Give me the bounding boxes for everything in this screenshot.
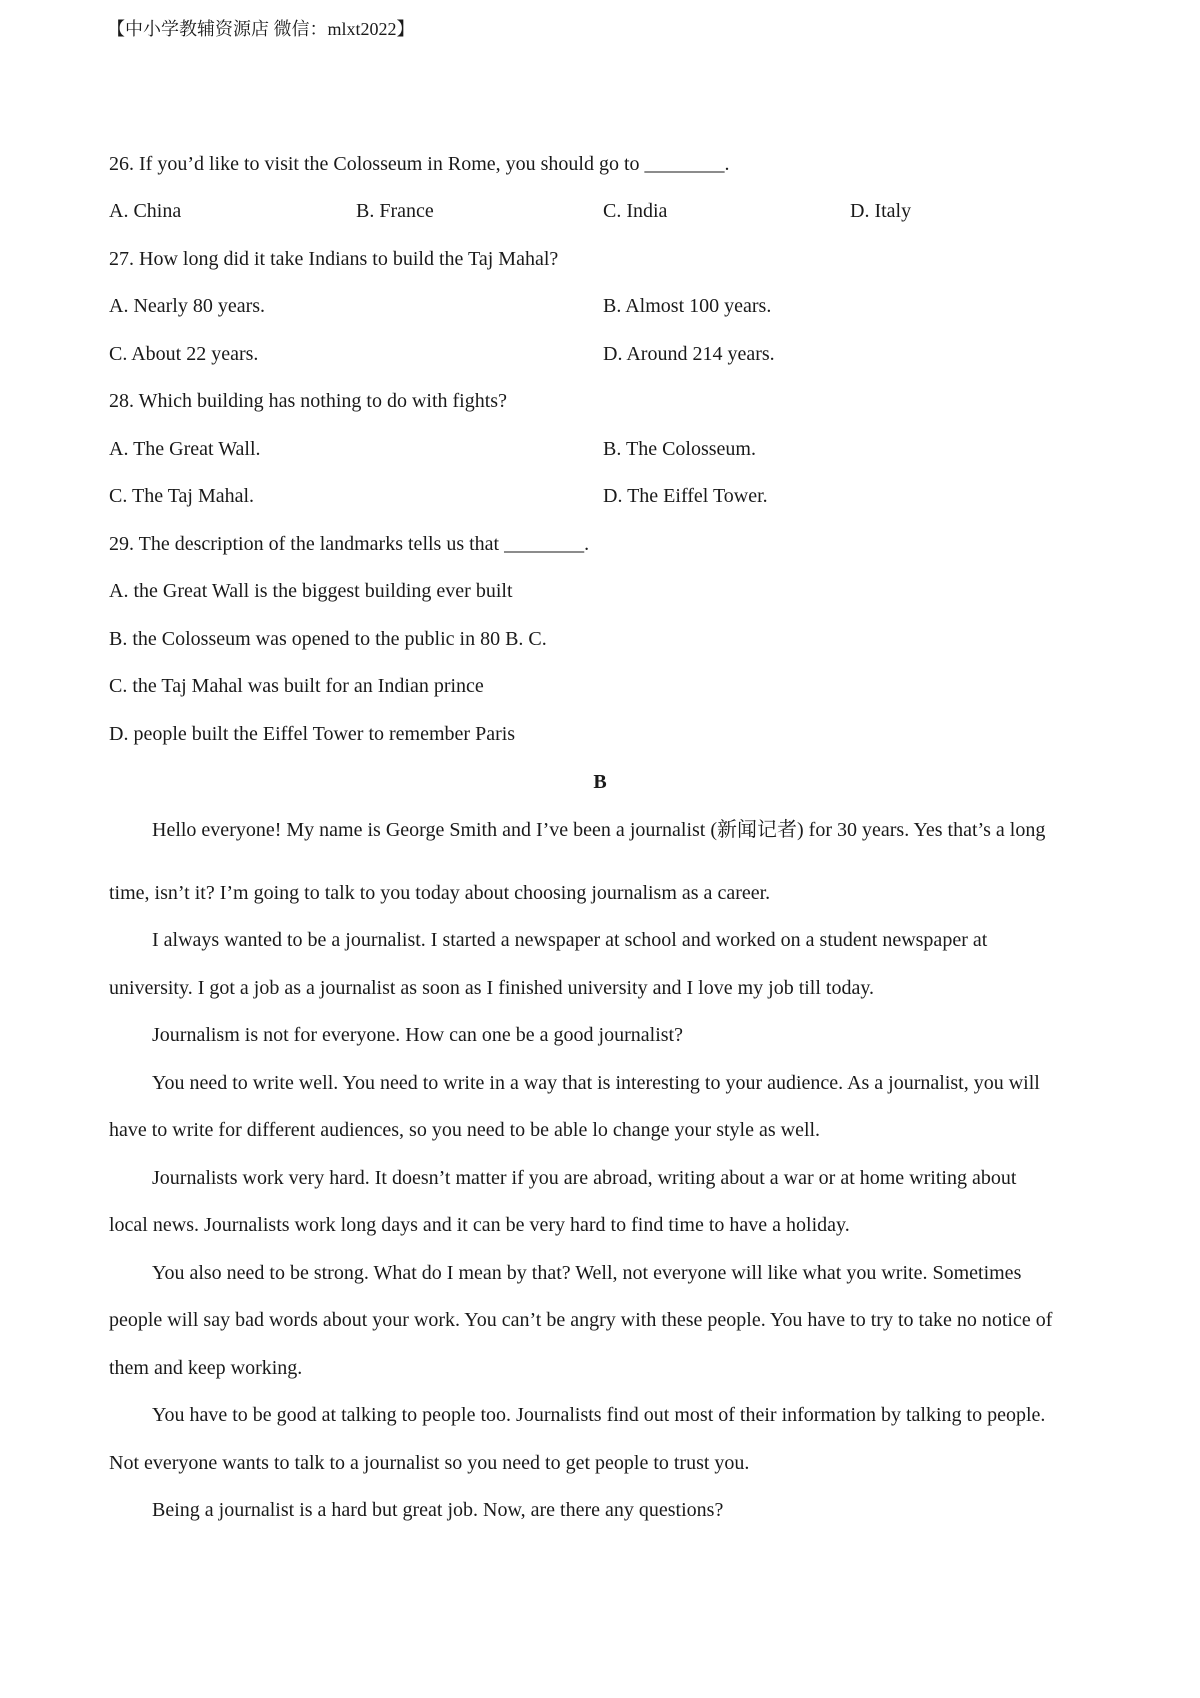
question-29-option-d: D. people built the Eiffel Tower to remember Paris bbox=[109, 723, 516, 745]
question-29-option-b: B. the Colosseum was opened to the public in 80 B. C. bbox=[109, 628, 547, 650]
question-26-option-a: A. China bbox=[109, 200, 182, 222]
passage-line: Not everyone wants to talk to a journalist so you need to get people to trust you. bbox=[109, 1452, 750, 1474]
passage-line: You have to be good at talking to people too. Journalists find out most of their information by talking to people. bbox=[152, 1404, 1046, 1426]
passage-line: I always wanted to be a journalist. I started a newspaper at school and worked on a student newspaper at bbox=[152, 929, 988, 951]
passage-line: people will say bad words about your work. You can’t be angry with these people. You have to try to take no notice of bbox=[109, 1309, 1053, 1331]
passage-line: You need to write well. You need to write in a way that is interesting to your audience. As a journalist, you will bbox=[152, 1072, 1040, 1094]
passage-line: Hello everyone! My name is George Smith and I’ve been a journalist (新闻记者) for 30 years. Yes that’s a long bbox=[152, 819, 1046, 841]
passage-line: Journalists work very hard. It doesn’t matter if you are abroad, writing about a war or at home writing about bbox=[152, 1167, 1017, 1189]
passage-line: them and keep working. bbox=[109, 1357, 303, 1379]
question-29-option-a: A. the Great Wall is the biggest building ever built bbox=[109, 580, 513, 602]
question-28-stem: 28. Which building has nothing to do with fights? bbox=[109, 390, 507, 412]
question-27-stem: 27. How long did it take Indians to build the Taj Mahal? bbox=[109, 248, 559, 270]
question-27-option-b: B. Almost 100 years. bbox=[603, 295, 772, 317]
passage-line: have to write for different audiences, so you need to be able lo change your style as well. bbox=[109, 1119, 821, 1141]
passage-line: local news. Journalists work long days and it can be very hard to find time to have a holiday. bbox=[109, 1214, 850, 1236]
question-28-option-d: D. The Eiffel Tower. bbox=[603, 485, 768, 507]
passage-line: Journalism is not for everyone. How can one be a good journalist? bbox=[152, 1024, 683, 1046]
passage-line: university. I got a job as a journalist as soon as I finished university and I love my job till today. bbox=[109, 977, 875, 999]
question-26-stem: 26. If you’d like to visit the Colosseum in Rome, you should go to ________. bbox=[109, 153, 730, 175]
question-28-option-a: A. The Great Wall. bbox=[109, 438, 261, 460]
passage-line: time, isn’t it? I’m going to talk to you today about choosing journalism as a career. bbox=[109, 882, 771, 904]
question-29-stem: 29. The description of the landmarks tells us that ________. bbox=[109, 533, 590, 555]
question-29-option-c: C. the Taj Mahal was built for an Indian prince bbox=[109, 675, 484, 697]
question-26-option-d: D. Italy bbox=[850, 200, 912, 222]
question-26-option-b: B. France bbox=[356, 200, 434, 222]
passage-line: You also need to be strong. What do I mean by that? Well, not everyone will like what you write. Sometimes bbox=[152, 1262, 1022, 1284]
page-header: 【中小学教辅资源店 微信：mlxt2022】 bbox=[107, 19, 415, 39]
question-27-option-a: A. Nearly 80 years. bbox=[109, 295, 266, 317]
question-28-option-c: C. The Taj Mahal. bbox=[109, 485, 255, 507]
question-27-option-d: D. Around 214 years. bbox=[603, 343, 775, 365]
question-28-option-b: B. The Colosseum. bbox=[603, 438, 756, 460]
passage-line: Being a journalist is a hard but great job. Now, are there any questions? bbox=[152, 1499, 724, 1521]
section-b-heading: B bbox=[593, 771, 607, 793]
question-26-option-c: C. India bbox=[603, 200, 668, 222]
question-27-option-c: C. About 22 years. bbox=[109, 343, 259, 365]
